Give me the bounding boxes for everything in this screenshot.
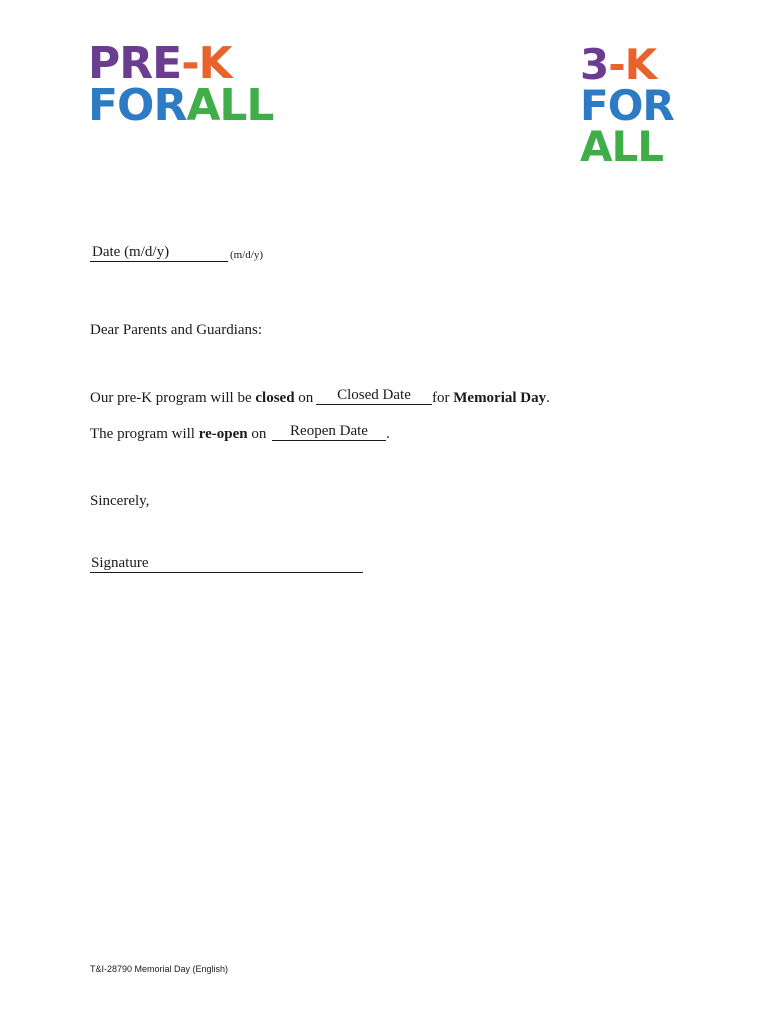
reopen-line-on: on bbox=[247, 426, 267, 442]
signature-field-value: Signature bbox=[91, 555, 149, 571]
logo-row-1 bbox=[580, 40, 674, 89]
reopen-line-period: . bbox=[386, 426, 390, 442]
logo-text-3: 3 bbox=[580, 40, 609, 89]
logo-row-1 bbox=[88, 38, 273, 89]
three-k-for-all-logo bbox=[580, 40, 674, 171]
closed-line bbox=[90, 390, 313, 407]
logo-row-2 bbox=[88, 80, 274, 131]
date-format-hint: (m/d/y) bbox=[230, 249, 263, 261]
logo-text-k: -K bbox=[608, 40, 657, 89]
reopen-date-field[interactable] bbox=[272, 422, 386, 441]
closed-date-value: Closed Date bbox=[337, 387, 411, 403]
date-field-value: Date (m/d/y) bbox=[92, 244, 170, 260]
logo-text-all: ALL bbox=[580, 122, 664, 171]
reopen-word: re-open bbox=[198, 426, 248, 442]
closed-line-for: for bbox=[432, 390, 454, 406]
closed-word: closed bbox=[255, 390, 295, 406]
document-footer: T&I-28790 Memorial Day (English) bbox=[90, 964, 229, 974]
signature-field[interactable] bbox=[90, 554, 363, 573]
logo-text-all: ALL bbox=[186, 80, 274, 131]
pre-k-for-all-logo bbox=[88, 38, 274, 131]
greeting: Dear Parents and Guardians: bbox=[90, 322, 263, 338]
logo-text-pre: PRE bbox=[88, 38, 182, 89]
memorial-day: Memorial Day bbox=[453, 390, 547, 406]
closed-line-on: on bbox=[294, 390, 314, 406]
reopen-line bbox=[90, 426, 266, 443]
logo-row-2 bbox=[580, 81, 674, 130]
logo-text-for: FOR bbox=[88, 80, 187, 131]
closed-line-period: . bbox=[546, 390, 550, 406]
closed-line-prefix: Our pre-K program will be bbox=[90, 390, 256, 406]
reopen-line-prefix: The program will bbox=[90, 426, 199, 442]
logo-row-3 bbox=[580, 122, 674, 171]
closed-date-field[interactable] bbox=[316, 386, 432, 405]
logo-text-k: -K bbox=[181, 38, 232, 89]
date-field[interactable] bbox=[90, 243, 228, 262]
closed-line-end bbox=[432, 390, 550, 407]
logo-text-for: FOR bbox=[580, 81, 674, 130]
reopen-date-value: Reopen Date bbox=[290, 423, 368, 439]
closing: Sincerely, bbox=[90, 493, 150, 509]
